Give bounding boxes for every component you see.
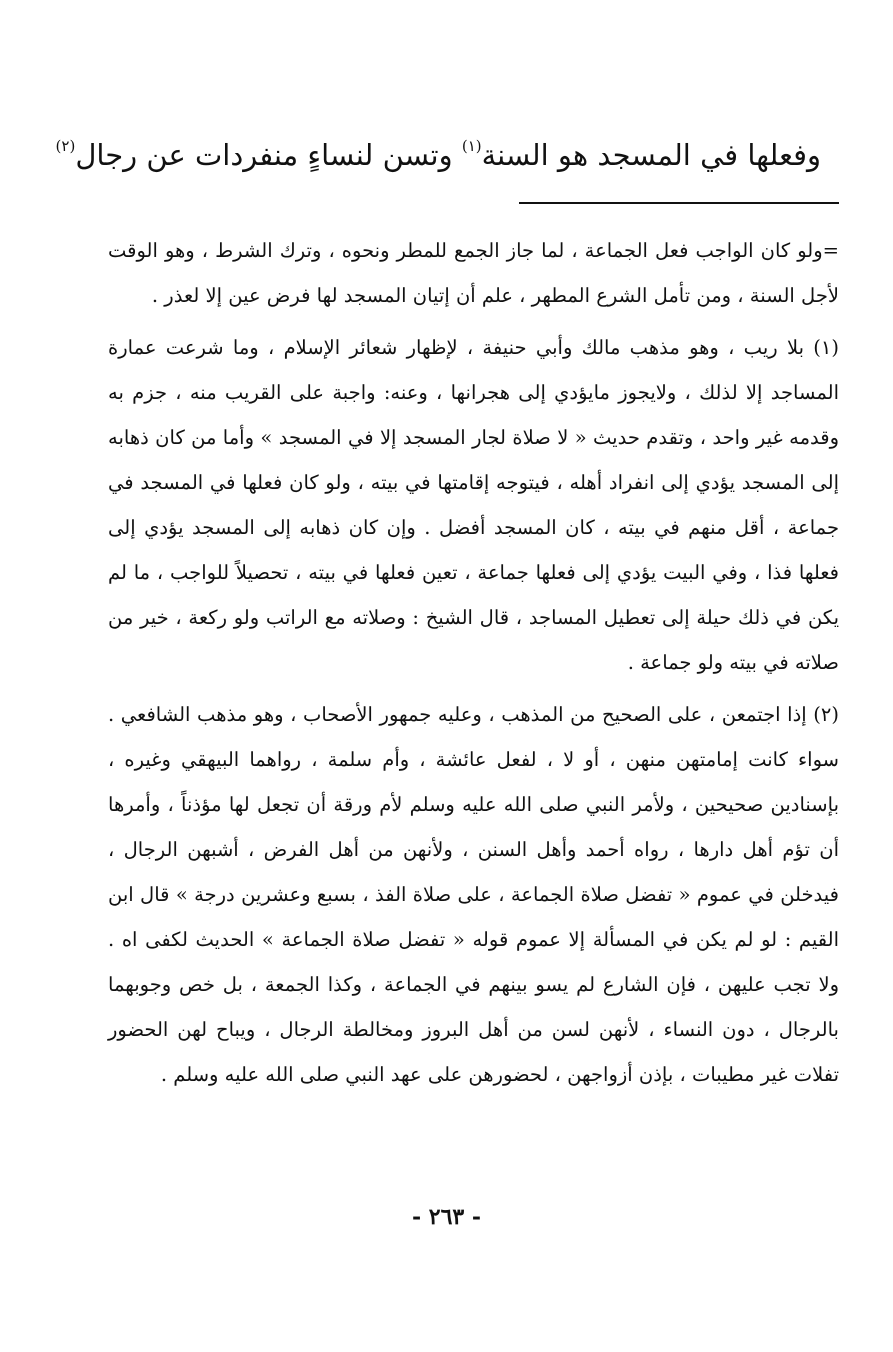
footnote-ref-2: (٢) bbox=[55, 137, 76, 155]
footnote-2: (٢) إذا اجتمعن ، على الصحيح من المذهب ، وعليه جمهور الأصحاب ، وهو مذهب الشافعي . سواء كانت إمامتهن منهن ، أو لا ، لفعل عائشة ، وأم سلمة ، رواهما البيهقي وغيره ، بإسنادين صحيحين ، ولأمر النبي صلى الله عليه وسلم لأم ورقة أن تجعل لها مؤذناً ، وأمرها أن تؤم أهل دارها ، رواه أحمد وأهل السنن ، ولأنهن من أهل الفرض ، أشبهن الرجال ، فيدخلن في عموم « تفضل صلاة الجماعة ، على صلاة الفذ ، بسبع وعشرين درجة » قال ابن القيم : لو لم يكن في المسألة إلا عموم قوله « تفضل صلاة الجماعة » الحديث لكفى اه . ولا تجب عليهن ، فإن الشارع لم يسو بينهم في الجماعة ، وكذا الجمعة ، بل خص وجوبهما بالرجال ، دون النساء ، لأنهن لسن من أهل البروز ومخالطة الرجال ، ويباح لهن الحضور تفلات غير مطيبات ، بإذن أزواجهن ، لحضورهن على عهد النبي صلى الله عليه وسلم . bbox=[108, 703, 839, 1086]
main-text-part-2: وتسن لنساءٍ منفردات عن رجال bbox=[75, 138, 453, 172]
footnote-1: (١) بلا ريب ، وهو مذهب مالك وأبي حنيفة ، لإظهار شعائر الإسلام ، وما شرعت عمارة المساجد إلا لذلك ، ولايجوز مايؤدي إلى هجرانها ، وعنه: واجبة على القريب منه ، جزم به وقدمه غير واحد ، وتقدم حديث « لا صلاة لجار المسجد إلا في المسجد » وأما من كان ذهابه إلى المسجد يؤدي إلى انفراد أهله ، فيتوجه إقامتها في بيته ، ولو كان فعلها في المسجد في جماعة ، أقل منهم في بيته ، كان المسجد أفضل . وإن كان ذهابه إلى المسجد يؤدي إلى فعلها فذا ، وفي البيت يؤدي إلى فعلها جماعة ، تعين فعلها في بيته ، تحصيلاً للواجب ، ما لم يكن في ذلك حيلة إلى تعطيل المساجد ، قال الشيخ : وصلاته مع الراتب ولو ركعة ، خير من صلاته في بيته ولو جماعة . bbox=[108, 336, 839, 674]
main-text-line bbox=[55, 126, 821, 175]
footnote-continuation: =ولو كان الواجب فعل الجماعة ، لما جاز الجمع للمطر ونحوه ، وترك الشرط ، وهو الوقت لأجل السنة ، ومن تأمل الشرع المطهر ، علم أن إتيان المسجد لها فرض عين إلا لعذر . bbox=[108, 239, 839, 307]
main-text-part-1: وفعلها في المسجد هو السنة bbox=[481, 138, 821, 172]
page-number: - ٢٦٣ - bbox=[411, 1204, 482, 1230]
footnotes-section bbox=[108, 228, 839, 1097]
footnote-separator bbox=[519, 202, 839, 204]
footnote-ref-1: (١) bbox=[461, 137, 482, 155]
